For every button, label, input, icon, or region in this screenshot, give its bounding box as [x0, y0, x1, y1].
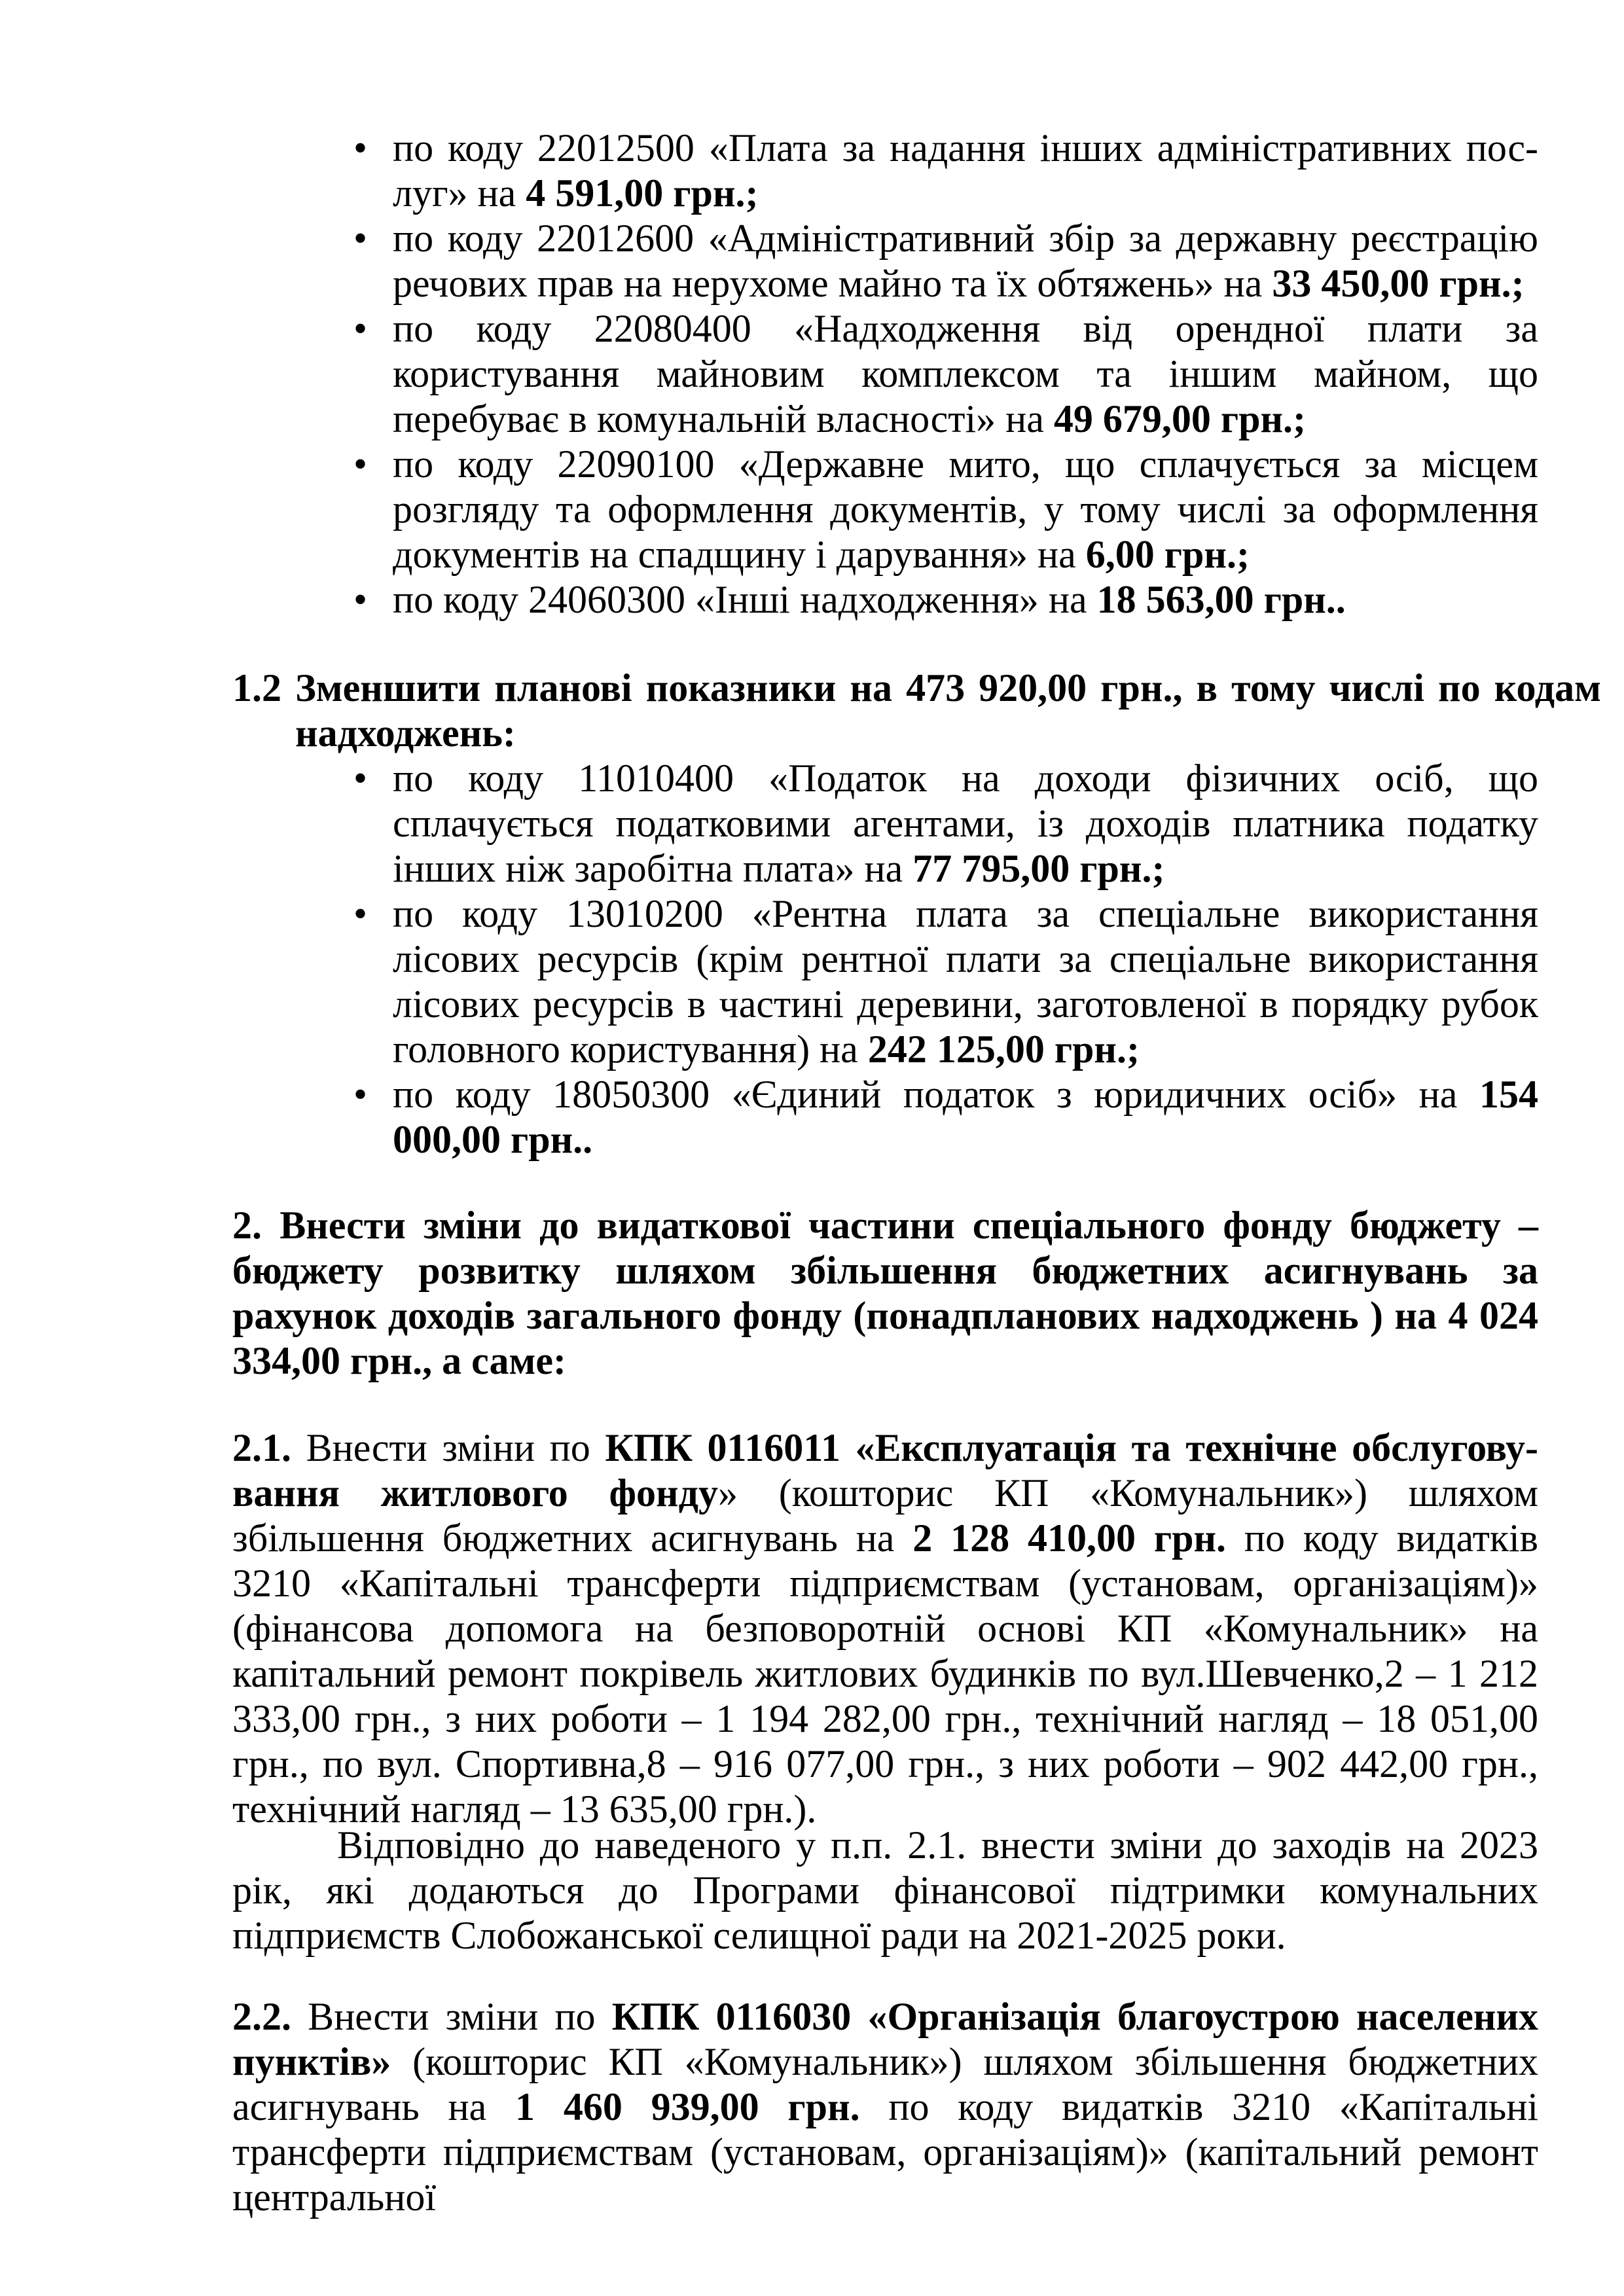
text-run: по коду 22080400 «Надходження від орендної плати за користування майновим комплексом та іншим майном, що перебуває в комунальній власності» на [393, 307, 1538, 440]
bold-text: 33 450,00 грн.; [1272, 262, 1525, 305]
bold-text: КПК 0116030 «Організація благоустрою населених пунктів» [232, 1995, 1538, 2083]
bold-text: 4 591,00 грн.; [526, 171, 759, 215]
list-item [232, 306, 1538, 442]
text-run: по коду 13010200 «Рентна плата за спеціальне використання лісових ресурсів (крім рентної плати за спеціальне використання лісових ресурсів в частині деревини, заготовленої в порядку рубок головного користування) на [393, 892, 1538, 1071]
bold-text: 6,00 грн.; [1085, 533, 1250, 576]
list-item [232, 216, 1538, 306]
bold-text: 18 563,00 грн.. [1096, 578, 1346, 621]
bold-text: 2.1. [232, 1426, 291, 1469]
text-run: по коду 18050300 «Єдиний податок з юридичних осіб» на [393, 1073, 1479, 1116]
list-item [232, 126, 1538, 216]
bullet-icon: • [353, 442, 368, 486]
bold-text: 2 128 410,00 грн. [912, 1516, 1227, 1560]
bullet-icon: • [353, 126, 368, 170]
bullet-icon: • [353, 757, 368, 800]
section-2-heading [232, 1203, 1538, 1384]
text-run: по коду 22090100 «Державне мито, що сплачується за місцем розгляду та оформлення документів, у тому числі за оформлення документів на спадщину і дарування» на [393, 442, 1538, 576]
revenue-increase-list-continued [232, 126, 1538, 622]
list-item [232, 442, 1538, 577]
text-run: Внести зміни по [291, 1995, 612, 2038]
bullet-list [232, 126, 1538, 622]
text-run: по коду 24060300 «Інші надходження» на [393, 578, 1097, 621]
text-run: (кошторис КП «Комунальник») шляхом збільшення бюджетних асигнувань на [232, 2040, 1538, 2128]
bold-text: КПК 0116011 «Експлуатація та технічне обслугову-вання житлового фонду [232, 1426, 1538, 1515]
bullet-icon: • [353, 217, 368, 260]
bullet-icon: • [353, 892, 368, 935]
bold-text: 242 125,00 грн.; [867, 1028, 1140, 1071]
bold-text: 49 679,00 грн.; [1053, 397, 1307, 440]
text-run: по коду 22012500 «Плата за надання інших адміністративних пос-луг» на [393, 126, 1538, 215]
list-item [232, 577, 1538, 622]
bold-text: 1.2 Зменшити планові показники на 473 920,00 грн., в тому числі по кодам надходжень: [232, 666, 1601, 755]
text-run: по коду 22012600 «Адміністративний збір за державну реєстрацію речових прав на нерухоме майно та їх обтяжень» на [393, 217, 1538, 305]
section-2-1-note [232, 1823, 1538, 1958]
text-run: Внести зміни по [291, 1426, 605, 1469]
bold-text: 77 795,00 грн.; [912, 847, 1165, 890]
text-run: по коду видатків 3210 «Капітальні трансферти підприємствам (установам, організаціям)» (фінансова допомога на безповоротній основі КП «Комунальник» на капітальний ремонт покрівель житлових будинків по вул.Шевченко,2 – 1 212 333,00 грн., з них роботи – 1 194 282,00 грн., технічний нагляд – 18 051,00 грн., по вул. Спортивна,8 – 916 077,00 грн., з них роботи – 902 442,00 грн., технічний нагляд – 13 635,00 грн.). [232, 1516, 1539, 1831]
text-run: по коду 11010400 «Податок на доходи фізичних осіб, що сплачується податковими агентами, із доходів платника податку інших ніж заробітна плата» на [393, 757, 1538, 890]
bullet-list [232, 756, 1538, 1162]
section-2-1-paragraph [232, 1426, 1538, 1832]
text-run: по коду видатків 3210 «Капітальні трансферти підприємствам (установам, організаціям)» (капітальний ремонт центральної [232, 2085, 1538, 2219]
bold-text: 2. Внести зміни до видаткової частини спеціального фонду бюджету – бюджету розвитку шляхом збільшення бюджетних асигнувань за рахунок доходів загального фонду (понадпланових надходжень ) на 4 024 334,00 грн., а саме: [232, 1204, 1538, 1382]
bold-text: 1 460 939,00 грн. [515, 2085, 860, 2128]
section-2-2-paragraph [232, 1994, 1538, 2220]
bold-text: 154 000,00 грн.. [393, 1073, 1538, 1161]
bullet-icon: • [353, 307, 368, 350]
text-run: Відповідно до наведеного у п.п. 2.1. внести зміни до заходів на 2023 рік, які додаються до Програми фінансової підтримки комунальних підприємств Слобожанської селищної ради на 2021-2025 роки. [232, 1823, 1538, 1957]
list-item [232, 756, 1538, 891]
section-1-2-heading [232, 666, 1601, 756]
bold-text: 2.2. [232, 1995, 291, 2038]
text-run: » (кошторис КП «Комунальник») шляхом збільшення бюджетних асигнувань на [232, 1471, 1538, 1560]
bullet-icon: • [353, 578, 368, 621]
list-item [232, 891, 1538, 1072]
bullet-icon: • [353, 1073, 368, 1116]
list-item [232, 1072, 1538, 1162]
revenue-decrease-list [232, 756, 1538, 1162]
